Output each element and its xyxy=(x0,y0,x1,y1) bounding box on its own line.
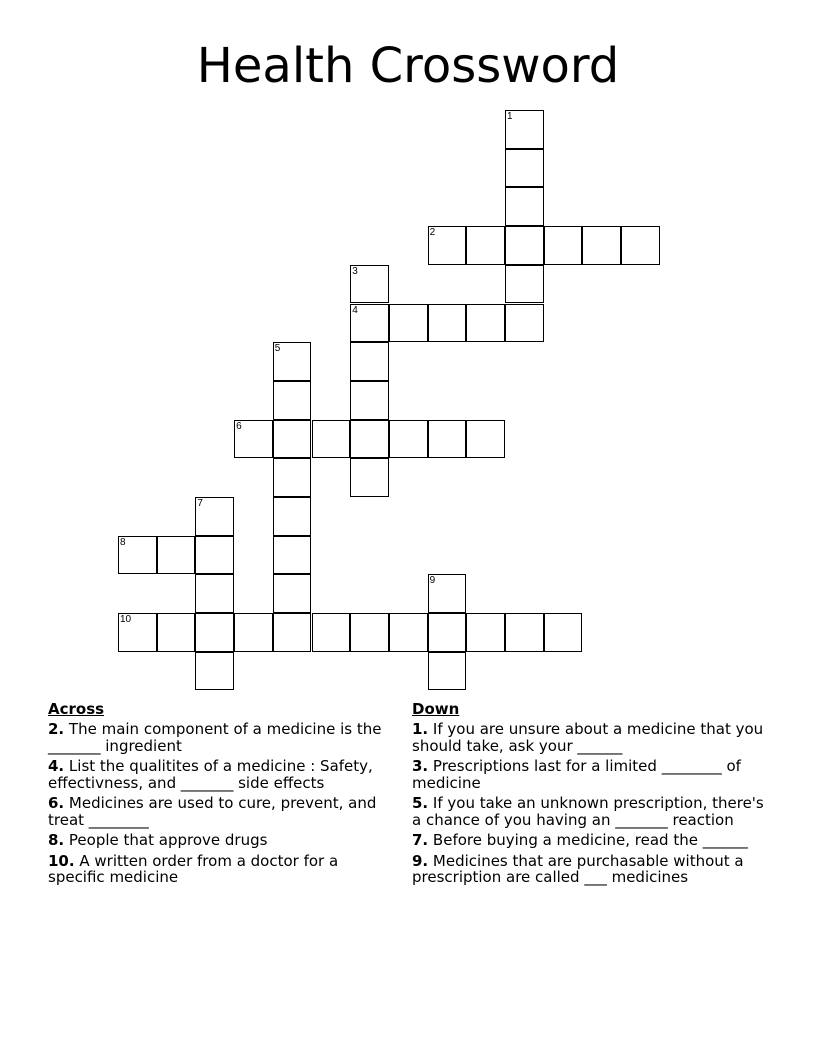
grid-cell[interactable] xyxy=(350,420,389,459)
grid-cell[interactable] xyxy=(157,613,196,652)
grid-cell[interactable] xyxy=(428,613,467,652)
clue-down-9 xyxy=(412,853,772,886)
cell-number: 2 xyxy=(429,227,436,239)
grid-cell[interactable] xyxy=(273,342,312,381)
cell-number: 6 xyxy=(236,420,242,432)
grid-cell[interactable] xyxy=(505,304,544,343)
clue-number: 1. xyxy=(412,720,429,738)
grid-cell[interactable] xyxy=(273,420,312,459)
grid-cell[interactable] xyxy=(466,613,505,652)
grid-cell[interactable] xyxy=(273,574,312,613)
grid-cell[interactable] xyxy=(428,574,467,613)
grid-cell[interactable] xyxy=(273,497,312,536)
clue-down-7 xyxy=(412,832,772,849)
clue-across-10 xyxy=(48,853,388,886)
grid-cell[interactable] xyxy=(350,304,389,343)
grid-cell[interactable] xyxy=(273,613,312,652)
grid-cell[interactable] xyxy=(389,304,428,343)
clue-text: The main component of a medicine is the _______ ingredient xyxy=(48,720,382,755)
grid-cell[interactable] xyxy=(428,420,467,459)
grid-cell[interactable] xyxy=(312,420,351,459)
grid-cell[interactable] xyxy=(505,226,544,265)
clue-number: 6. xyxy=(48,794,65,812)
clue-number: 9. xyxy=(412,851,429,870)
across-heading: Across xyxy=(48,700,105,718)
grid-cell[interactable] xyxy=(195,536,234,575)
across-clues xyxy=(48,700,388,890)
grid-cell[interactable] xyxy=(234,420,273,459)
grid-cell[interactable] xyxy=(582,226,621,265)
clue-text: A written order from a doctor for a specific medicine xyxy=(48,851,339,886)
cell-number: 10 xyxy=(120,614,132,626)
clue-down-5 xyxy=(412,795,772,828)
cell-number: 5 xyxy=(274,343,281,355)
cell-number: 3 xyxy=(352,265,358,277)
clue-text: If you are unsure about a medicine that you should take, ask your ______ xyxy=(412,720,764,755)
clue-number: 7. xyxy=(412,831,429,849)
grid-cell[interactable] xyxy=(350,342,389,381)
grid-cell[interactable] xyxy=(273,381,312,420)
grid-cell[interactable] xyxy=(505,265,544,304)
grid-cell[interactable] xyxy=(428,304,467,343)
grid-cell[interactable] xyxy=(544,613,583,652)
cell-number: 9 xyxy=(429,575,436,587)
clue-across-6 xyxy=(48,795,388,828)
grid-cell[interactable] xyxy=(544,226,583,265)
grid-cell[interactable] xyxy=(621,226,660,265)
page-title: Health Crossword xyxy=(196,38,620,94)
clue-text: Prescriptions last for a limited ________ of medicine xyxy=(412,757,741,792)
grid-cell[interactable] xyxy=(350,265,389,304)
grid-cell[interactable] xyxy=(273,536,312,575)
grid-cell[interactable] xyxy=(157,536,196,575)
clue-text: People that approve drugs xyxy=(68,831,268,849)
down-clues xyxy=(412,700,772,890)
cell-number: 8 xyxy=(120,536,126,548)
grid-cell[interactable] xyxy=(195,497,234,536)
clue-text: Medicines are used to cure, prevent, and treat ________ xyxy=(48,794,377,829)
cell-number: 4 xyxy=(352,304,358,316)
clue-down-1 xyxy=(412,721,772,754)
grid-cell[interactable] xyxy=(350,458,389,497)
grid-cell[interactable] xyxy=(312,613,351,652)
grid-cell[interactable] xyxy=(466,304,505,343)
clue-across-2 xyxy=(48,721,388,754)
grid-cell[interactable] xyxy=(350,613,389,652)
down-heading: Down xyxy=(412,700,460,718)
grid-cell[interactable] xyxy=(505,110,544,149)
grid-cell[interactable] xyxy=(195,652,234,691)
grid-cell[interactable] xyxy=(428,652,467,691)
grid-cell[interactable] xyxy=(428,226,467,265)
clue-number: 2. xyxy=(48,720,65,738)
grid-cell[interactable] xyxy=(505,613,544,652)
grid-cell[interactable] xyxy=(505,149,544,188)
grid-cell[interactable] xyxy=(195,613,234,652)
clue-across-8 xyxy=(48,832,388,849)
grid-cell[interactable] xyxy=(389,613,428,652)
clue-text: If you take an unknown prescription, there's a chance of you having an _______ reaction xyxy=(412,794,764,829)
clue-text: Medicines that are purchasable without a prescription are called ___ medicines xyxy=(412,851,744,886)
grid-cell[interactable] xyxy=(389,420,428,459)
grid-cell[interactable] xyxy=(273,458,312,497)
grid-cell[interactable] xyxy=(234,613,273,652)
clue-text: List the qualitites of a medicine : Safety, effectivness, and _______ side effects xyxy=(48,757,373,792)
grid-cell[interactable] xyxy=(466,226,505,265)
grid-cell[interactable] xyxy=(466,420,505,459)
clue-number: 5. xyxy=(412,794,429,812)
clue-number: 10. xyxy=(48,851,75,870)
clue-number: 3. xyxy=(412,757,429,775)
grid-cell[interactable] xyxy=(505,187,544,226)
clue-down-3 xyxy=(412,758,772,791)
clue-text: Before buying a medicine, read the ______ xyxy=(432,831,748,849)
grid-cell[interactable] xyxy=(195,574,234,613)
cell-number: 1 xyxy=(507,111,513,122)
grid-cell[interactable] xyxy=(118,536,157,575)
grid-cell[interactable] xyxy=(118,613,157,652)
cell-number: 7 xyxy=(197,498,203,509)
clue-number: 4. xyxy=(48,757,65,775)
clue-across-4 xyxy=(48,758,388,791)
clue-number: 8. xyxy=(48,831,65,849)
grid-cell[interactable] xyxy=(350,381,389,420)
